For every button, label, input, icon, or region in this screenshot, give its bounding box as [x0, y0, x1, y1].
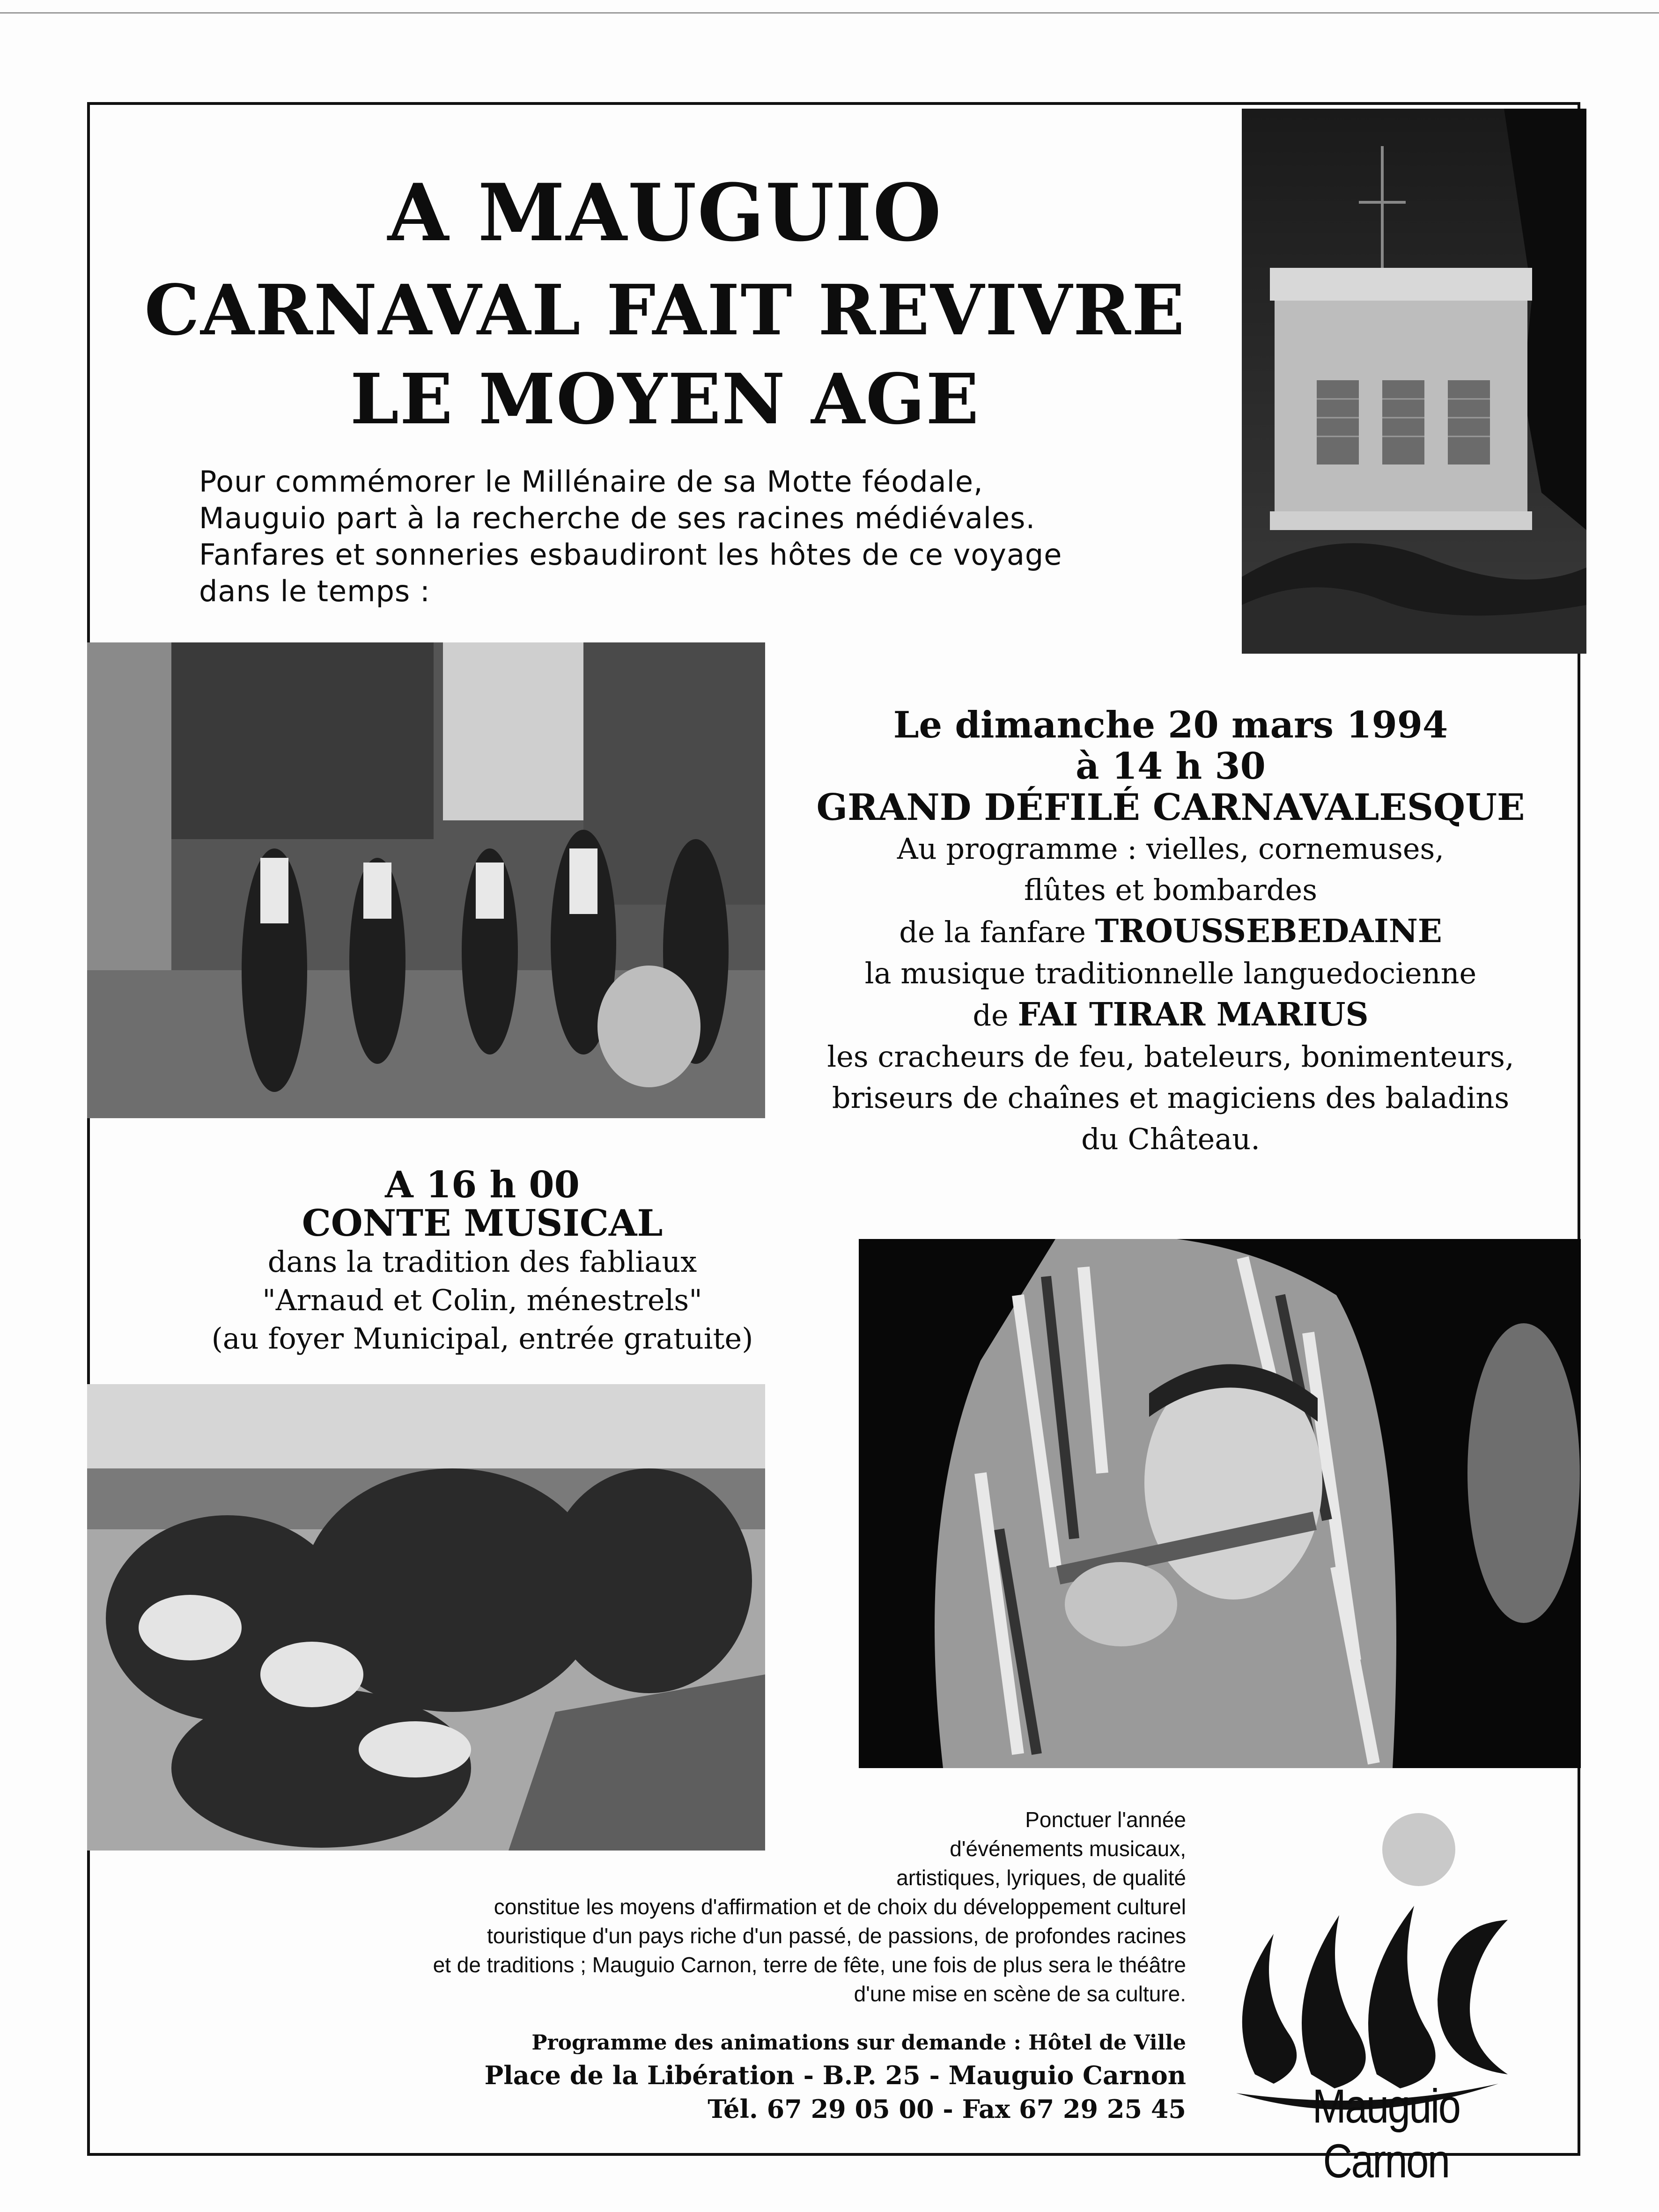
intro-line: Pour commémorer le Millénaire de sa Motte féodale,	[199, 465, 983, 499]
music-group-name: FAI TIRAR MARIUS	[1018, 996, 1369, 1033]
note-line: et de traditions ; Mauguio Carnon, terre de fête, une fois de plus sera le théâtre	[433, 1953, 1186, 1977]
title-line-1: A MAUGUIO	[387, 166, 943, 259]
hobby-horses-photo	[87, 1384, 765, 1851]
street-musicians-photo	[87, 642, 765, 1118]
fanfare-name: TROUSSEBEDAINE	[1095, 913, 1442, 950]
tale-time: A 16 h 00	[385, 1164, 580, 1206]
note-line: artistiques, lyriques, de qualité	[896, 1865, 1186, 1890]
contact-address: Place de la Libération - B.P. 25 - Mauguio Carnon	[484, 2060, 1186, 2090]
tower-photo	[1242, 109, 1586, 654]
fanfare-prefix: de la fanfare	[899, 915, 1095, 949]
performers-line: les cracheurs de feu, bateleurs, bonimenteurs,	[827, 1040, 1514, 1074]
tale-event	[155, 1166, 810, 1358]
music-group-line	[787, 994, 1555, 1036]
note-line: touristique d'un pays riche d'un passé, de passions, de profondes racines	[487, 1924, 1186, 1948]
note-line: Ponctuer l'année	[1025, 1807, 1186, 1832]
fanfare-line	[787, 911, 1555, 953]
title-line-3: LE MOYEN AGE	[350, 358, 980, 440]
tale-heading: CONTE MUSICAL	[302, 1202, 663, 1245]
program-line: Au programme : vielles, cornemuses,	[897, 832, 1445, 866]
music-prefix: de	[973, 998, 1018, 1032]
intro-paragraph	[199, 464, 1173, 610]
event-heading: GRAND DÉFILÉ CARNAVALESQUE	[816, 786, 1525, 829]
tale-line: dans la tradition des fabliaux	[267, 1245, 697, 1279]
title-line-2: CARNAVAL FAIT REVIVRE	[144, 269, 1186, 351]
note-line: constitue les moyens d'affirmation et de choix du développement culturel	[494, 1895, 1186, 1919]
contact-line: Programme des animations sur demande : Hôtel de Ville	[531, 2031, 1186, 2055]
flute-player-photo	[859, 1239, 1581, 1768]
music-line: la musique traditionnelle languedocienne	[864, 956, 1477, 990]
event-date: Le dimanche 20 mars 1994	[893, 704, 1448, 746]
logo-text: Mauguio Carnon	[1312, 2079, 1460, 2188]
parade-event	[787, 705, 1555, 1160]
performers-line: du Château.	[1081, 1122, 1260, 1156]
intro-line: Mauguio part à la recherche de ses racines médiévales.	[199, 501, 1036, 535]
note-line: d'événements musicaux,	[950, 1836, 1186, 1861]
note-line: d'une mise en scène de sa culture.	[854, 1982, 1186, 2006]
tale-line: "Arnaud et Colin, ménestrels"	[262, 1283, 702, 1317]
contact-phone: Tél. 67 29 05 00 - Fax 67 29 25 45	[708, 2094, 1186, 2124]
contact-block	[485, 2028, 1186, 2126]
top-rule	[0, 12, 1659, 14]
intro-line: dans le temps :	[199, 574, 430, 608]
intro-line: Fanfares et sonneries esbaudiront les hôtes de ce voyage	[199, 538, 1062, 572]
program-line: flûtes et bombardes	[1024, 873, 1318, 907]
performers-line: briseurs de chaînes et magiciens des baladins	[832, 1081, 1510, 1115]
culture-note	[433, 1805, 1186, 2008]
event-time: à 14 h 30	[1076, 745, 1266, 788]
tale-line: (au foyer Municipal, entrée gratuite)	[211, 1321, 753, 1356]
